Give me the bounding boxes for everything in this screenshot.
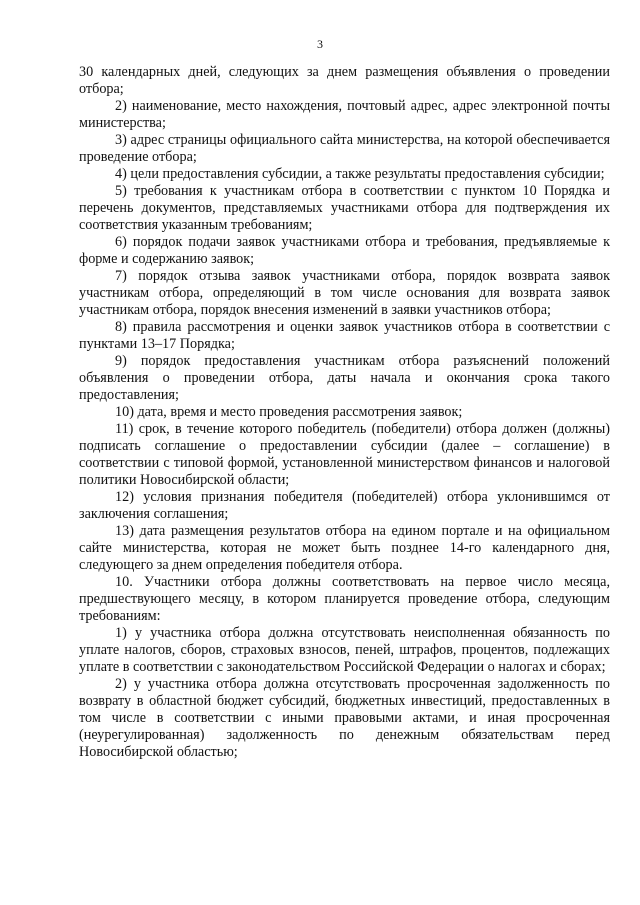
page-number: 3: [317, 37, 323, 51]
paragraph: 3) адрес страницы официального сайта министерства, на которой обеспечивается проведение отбора;: [79, 132, 610, 165]
paragraph: 12) условия признания победителя (победителей) отбора уклонившимся от заключения соглашения;: [79, 489, 610, 522]
paragraph: 5) требования к участникам отбора в соответствии с пунктом 10 Порядка и перечень документов, представляемых участниками отбора для подтверждения их соответствия указанным требованиям;: [79, 183, 610, 233]
paragraph: 2) наименование, место нахождения, почтовый адрес, адрес электронной почты министерства;: [79, 98, 610, 131]
document-body: [79, 64, 610, 761]
paragraph: 6) порядок подачи заявок участниками отбора и требования, предъявляемые к форме и содержанию заявок;: [79, 234, 610, 267]
paragraph: 8) правила рассмотрения и оценки заявок участников отбора в соответствии с пунктами 13–17 Порядка;: [79, 319, 610, 352]
paragraph: 2) у участника отбора должна отсутствовать просроченная задолженность по возврату в областной бюджет субсидий, бюджетных инвестиций, предоставленных в том числе в соответствии с иными правовыми актами, и иная просроченная (неурегулированная) задолженность по денежным обязательствам перед Новосибирской областью;: [79, 676, 610, 760]
paragraph: 11) срок, в течение которого победитель (победители) отбора должен (должны) подписать соглашение о предоставлении субсидии (далее – соглашение) в соответствии с типовой формой, установленной министерством финансов и налоговой политики Новосибирской области;: [79, 421, 610, 488]
paragraph: 30 календарных дней, следующих за днем размещения объявления о проведении отбора;: [79, 64, 610, 97]
paragraph: 1) у участника отбора должна отсутствовать неисполненная обязанность по уплате налогов, сборов, страховых взносов, пеней, штрафов, процентов, подлежащих уплате в соответствии с законодательством Российской Федерации о налогах и сборах;: [79, 625, 610, 675]
paragraph: 10. Участники отбора должны соответствовать на первое число месяца, предшествующего месяцу, в котором планируется проведение отбора, следующим требованиям:: [79, 574, 610, 624]
paragraph: 4) цели предоставления субсидии, а также результаты предоставления субсидии;: [115, 166, 605, 182]
paragraph: 10) дата, время и место проведения рассмотрения заявок;: [115, 404, 463, 420]
paragraph: 7) порядок отзыва заявок участниками отбора, порядок возврата заявок участникам отбора, определяющий в том числе основания для возврата заявок участникам отбора, порядок внесения изменений в заявки участников отбора;: [79, 268, 610, 318]
paragraph: 13) дата размещения результатов отбора на едином портале и на официальном сайте министерства, которая не может быть позднее 14-го календарного дня, следующего за днем определения победителя отбора.: [79, 523, 610, 573]
paragraph: 9) порядок предоставления участникам отбора разъяснений положений объявления о проведении отбора, даты начала и окончания срока такого предоставления;: [79, 353, 610, 403]
